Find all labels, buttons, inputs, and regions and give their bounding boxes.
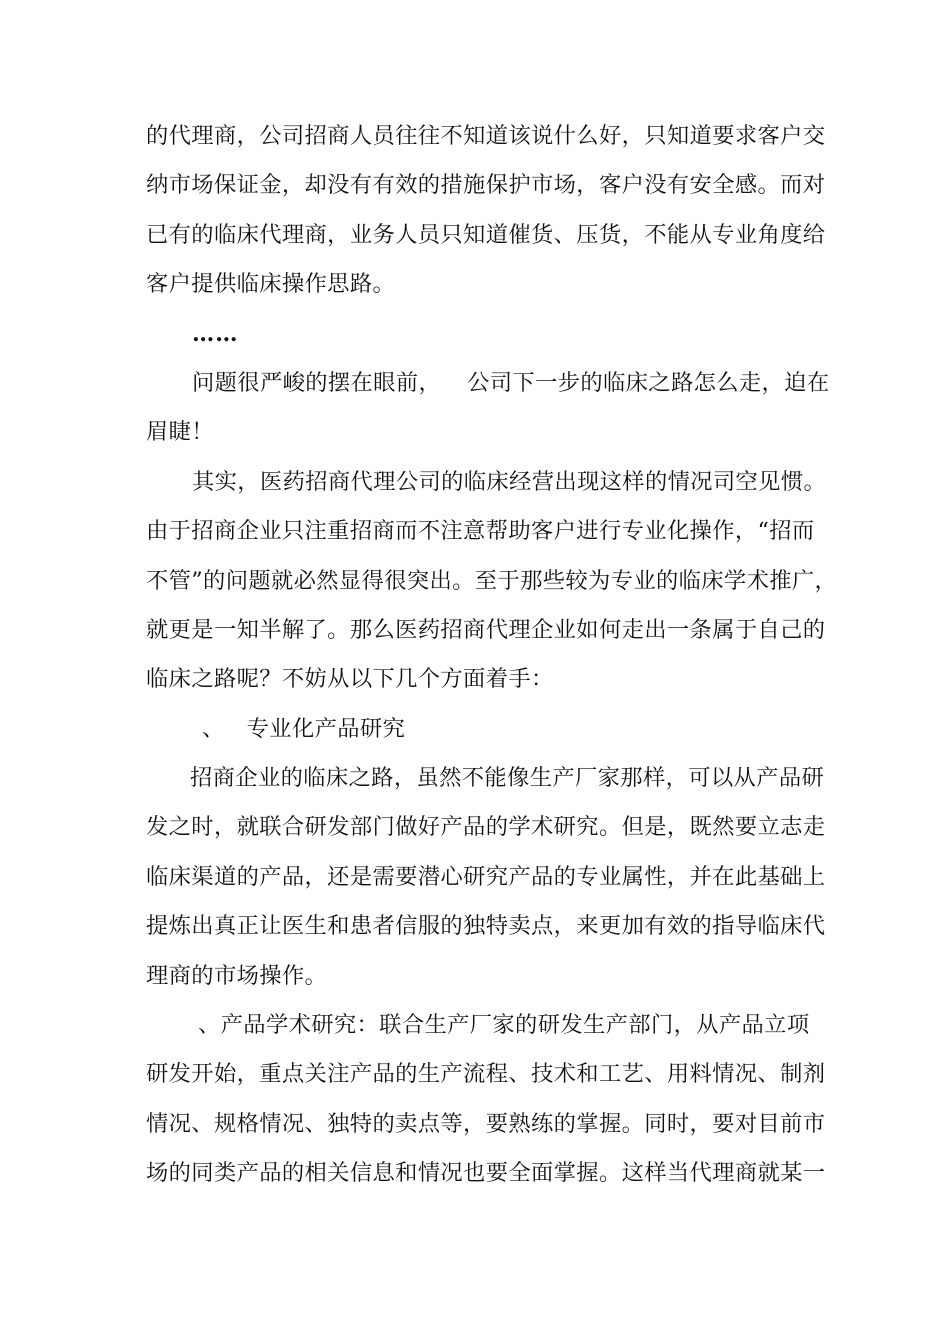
text-line: 由于招商企业只注重招商而不注意帮助客户进行专业化操作，“招而 xyxy=(146,518,815,545)
text-line: 眉睫！ xyxy=(146,419,214,446)
text-line: 就更是一知半解了。那么医药招商代理企业如何走出一条属于自己的 xyxy=(146,616,826,643)
text-line: 研发开始，重点关注产品的生产流程、技术和工艺、用料情况、制剂 xyxy=(146,1061,826,1088)
paragraph-line: 招商企业的临床之路，虽然不能像生产厂家那样，可以从产品研 xyxy=(190,765,825,792)
text-line: 临床之路呢？不妨从以下几个方面着手： xyxy=(146,666,554,693)
ellipsis-line: …… xyxy=(192,320,239,347)
text-line: 发之时，就联合研发部门做好产品的学术研究。但是，既然要立志走 xyxy=(146,814,826,841)
text-line: 客户提供临床操作思路。 xyxy=(146,271,396,298)
paragraph-line: 其实，医药招商代理公司的临床经营出现这样的情况司空见惯。 xyxy=(192,468,827,495)
text-line: 理商的市场操作。 xyxy=(146,962,328,989)
text-line: 场的同类产品的相关信息和情况也要全面掌握。这样当代理商就某一 xyxy=(146,1160,826,1187)
text-segment: 公司下一步的临床之路怎么走，迫在 xyxy=(467,369,830,396)
text-line: 提炼出真正让医生和患者信服的独特卖点，来更加有效的指导临床代 xyxy=(146,913,826,940)
subsection-line: 、产品学术研究：联合生产厂家的研发生产部门，从产品立项 xyxy=(198,1012,810,1039)
paragraph-line xyxy=(146,359,830,408)
text-line: 纳市场保证金，却没有有效的措施保护市场，客户没有安全感。而对 xyxy=(146,172,826,199)
heading-number-mark: 、 xyxy=(202,715,225,742)
text-line: 不管”的问题就必然显得很突出。至于那些较为专业的临床学术推广， xyxy=(146,567,838,594)
heading-title: 专业化产品研究 xyxy=(246,715,406,742)
text-line: 的代理商，公司招商人员往往不知道该说什么好，只知道要求客户交 xyxy=(146,123,826,149)
text-line: 已有的临床代理商，业务人员只知道催货、压货，不能从专业角度给 xyxy=(146,221,826,248)
text-segment: 问题很严峻的摆在眼前， xyxy=(192,369,442,396)
section-heading xyxy=(146,705,810,754)
text-line: 情况、规格情况、独特的卖点等，要熟练的掌握。同时，要对目前市 xyxy=(146,1110,826,1137)
text-line: 临床渠道的产品，还是需要潜心研究产品的专业属性，并在此基础上 xyxy=(146,863,826,890)
document-page xyxy=(146,112,838,1199)
